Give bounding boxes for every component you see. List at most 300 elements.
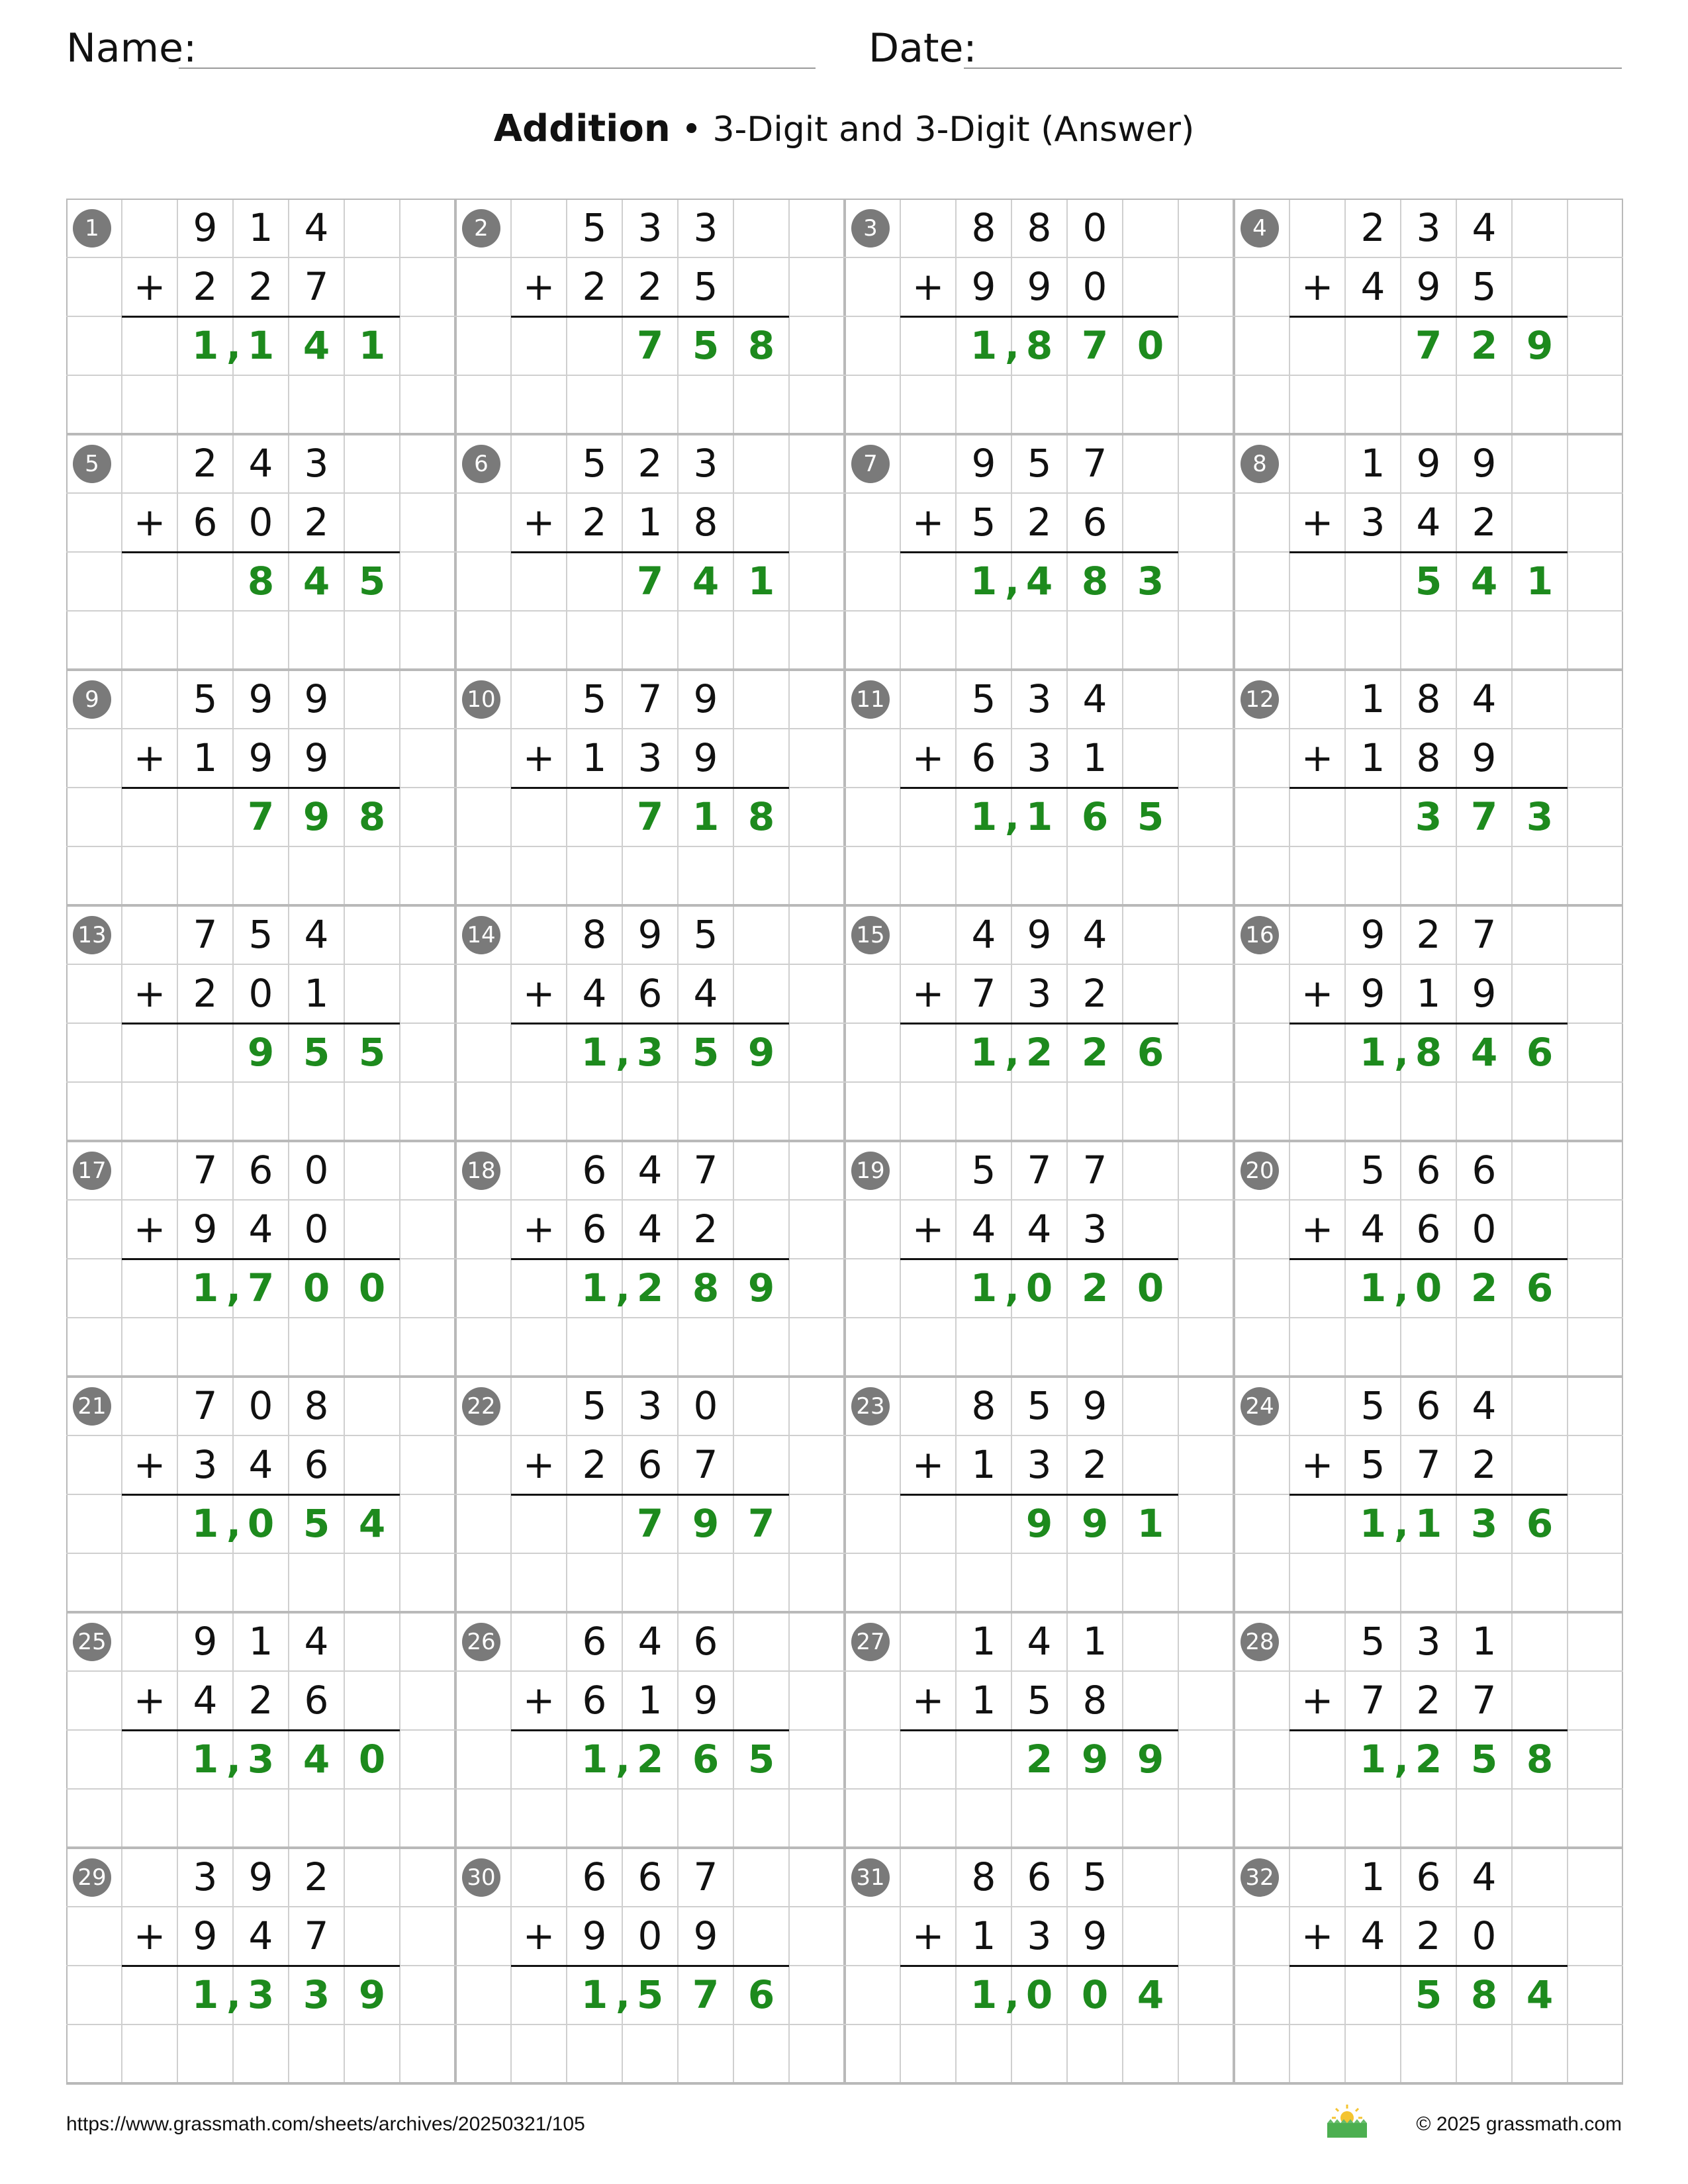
- problem-number-badge: 27: [851, 1623, 890, 1661]
- digit: 7: [1082, 1148, 1107, 1193]
- digit: 6: [692, 1737, 720, 1782]
- problem-number-badge: 11: [851, 680, 890, 719]
- digit: 9: [637, 912, 663, 957]
- digit: 6: [582, 1206, 607, 1251]
- digit: 2: [582, 1442, 607, 1487]
- digit: 8: [971, 1854, 996, 1899]
- digit: 7: [1472, 1678, 1497, 1723]
- digit: 9: [248, 676, 273, 721]
- answer-sum: [845, 552, 1178, 610]
- digit: 9: [747, 1030, 775, 1075]
- problem-number-badge: 30: [462, 1858, 500, 1897]
- digit: 6: [637, 1442, 663, 1487]
- digit: 5: [1360, 1442, 1385, 1487]
- digit: 9: [1416, 264, 1441, 309]
- digit: 1: [193, 735, 218, 780]
- digit: 9: [248, 735, 273, 780]
- digit: 1: [248, 1619, 273, 1664]
- problem-14: [455, 905, 845, 1141]
- addend-top: [956, 199, 1123, 257]
- digit: 6: [1472, 1148, 1497, 1193]
- digit: 6: [637, 1854, 663, 1899]
- digit: 7: [1081, 323, 1109, 368]
- addend-top: [177, 1848, 344, 1906]
- digit: 5: [1415, 1972, 1442, 2017]
- digit: 5: [693, 912, 718, 957]
- problem-28: [1234, 1612, 1623, 1848]
- digit: 6: [1027, 1854, 1052, 1899]
- digit: 9: [692, 1501, 720, 1546]
- thousands-comma: ,: [226, 323, 242, 368]
- digit: 5: [358, 559, 386, 604]
- digit: 1: [191, 323, 219, 368]
- digit: 6: [304, 1442, 329, 1487]
- title-main: Addition: [493, 107, 671, 150]
- addend-bottom: [956, 1907, 1123, 1965]
- digit: 2: [636, 1737, 664, 1782]
- digit: 4: [1082, 912, 1107, 957]
- name-field-line[interactable]: [179, 68, 816, 69]
- addend-bottom: [1345, 1671, 1512, 1729]
- addend-top: [567, 670, 733, 728]
- digit: 3: [1416, 205, 1441, 250]
- plus-sign: +: [522, 1206, 555, 1251]
- digit: 1: [970, 1030, 998, 1075]
- date-label: Date:: [868, 25, 977, 71]
- addend-bottom: [567, 493, 733, 551]
- digit: 4: [248, 441, 273, 486]
- digit: 2: [1082, 971, 1107, 1016]
- digit: 2: [1472, 500, 1497, 545]
- digit: 0: [1472, 1206, 1497, 1251]
- digit: 0: [1025, 1265, 1053, 1310]
- digit: 7: [636, 559, 664, 604]
- addend-top: [1345, 905, 1512, 964]
- problem-5: [66, 434, 455, 670]
- plus-sign: +: [522, 264, 555, 309]
- plus-sign: +: [522, 500, 555, 545]
- digit: 1: [581, 1030, 608, 1075]
- digit: 9: [193, 1619, 218, 1664]
- digit: 5: [1360, 1383, 1385, 1428]
- digit: 2: [1415, 1737, 1442, 1782]
- problem-1: [66, 199, 455, 434]
- digit: 3: [193, 1854, 218, 1899]
- plus-sign: +: [522, 971, 555, 1016]
- problem-number-badge: 26: [462, 1623, 500, 1661]
- plus-sign: +: [1301, 971, 1334, 1016]
- digit: 8: [1081, 559, 1109, 604]
- plus-sign: +: [133, 1913, 166, 1958]
- digit: 5: [1360, 1148, 1385, 1193]
- digit: 2: [1470, 1265, 1498, 1310]
- addend-top: [956, 1612, 1123, 1670]
- digit: 4: [971, 1206, 996, 1251]
- page-title: [0, 106, 1688, 153]
- problem-10: [455, 670, 845, 905]
- digit: 6: [248, 1148, 273, 1193]
- addend-bottom: [1345, 729, 1512, 787]
- digit: 2: [193, 441, 218, 486]
- problem-number-badge: 31: [851, 1858, 890, 1897]
- digit: 4: [248, 1913, 273, 1958]
- problem-number-badge: 22: [462, 1387, 500, 1426]
- problem-number-badge: 28: [1241, 1623, 1279, 1661]
- addend-bottom: [956, 1200, 1123, 1258]
- digit: 7: [1416, 1442, 1441, 1487]
- addend-bottom: [1345, 257, 1512, 316]
- digit: 1: [1360, 735, 1385, 780]
- digit: 2: [193, 971, 218, 1016]
- digit: 4: [1027, 1619, 1052, 1664]
- answer-sum: [845, 1259, 1178, 1317]
- digit: 3: [636, 1030, 664, 1075]
- problem-8: [1234, 434, 1623, 670]
- digit: 4: [1025, 559, 1053, 604]
- answer-sum: [1234, 1966, 1568, 2024]
- digit: 3: [1137, 559, 1164, 604]
- digit: 7: [747, 1501, 775, 1546]
- plus-sign: +: [912, 1678, 945, 1723]
- digit: 9: [303, 794, 330, 839]
- addend-top: [956, 905, 1123, 964]
- digit: 3: [193, 1442, 218, 1487]
- digit: 9: [247, 1030, 275, 1075]
- problem-29: [66, 1848, 455, 2083]
- problem-11: [845, 670, 1234, 905]
- digit: 1: [971, 1913, 996, 1958]
- digit: 2: [304, 500, 329, 545]
- digit: 8: [747, 323, 775, 368]
- digit: 9: [1137, 1737, 1164, 1782]
- digit: 7: [193, 1383, 218, 1428]
- title-subtitle: 3-Digit and 3-Digit (Answer): [712, 110, 1195, 150]
- digit: 1: [971, 1619, 996, 1664]
- problem-number-badge: 16: [1241, 916, 1279, 954]
- digit: 1: [1360, 676, 1385, 721]
- digit: 9: [1472, 971, 1497, 1016]
- digit: 9: [1027, 912, 1052, 957]
- digit: 1: [692, 794, 720, 839]
- addend-bottom: [1345, 493, 1512, 551]
- digit: 7: [304, 264, 329, 309]
- digit: 7: [1470, 794, 1498, 839]
- digit: 3: [1027, 1913, 1052, 1958]
- addend-top: [177, 434, 344, 492]
- plus-sign: +: [1301, 1678, 1334, 1723]
- digit: 6: [582, 1854, 607, 1899]
- digit: 4: [303, 1737, 330, 1782]
- digit: 6: [1526, 1030, 1554, 1075]
- digit: 3: [1027, 971, 1052, 1016]
- digit: 1: [1359, 1737, 1387, 1782]
- addend-top: [177, 1612, 344, 1670]
- digit: 5: [1470, 1737, 1498, 1782]
- digit: 0: [247, 1501, 275, 1546]
- digit: 1: [970, 1972, 998, 2017]
- footer-url[interactable]: https://www.grassmath.com/sheets/archives/20250321/105: [66, 2113, 585, 2135]
- digit: 8: [358, 794, 386, 839]
- digit: 6: [1137, 1030, 1164, 1075]
- problem-number-badge: 24: [1241, 1387, 1279, 1426]
- problem-number-badge: 18: [462, 1152, 500, 1190]
- problem-12: [1234, 670, 1623, 905]
- digit: 9: [971, 264, 996, 309]
- digit: 4: [1360, 1206, 1385, 1251]
- digit: 9: [693, 676, 718, 721]
- problem-number-badge: 21: [73, 1387, 111, 1426]
- digit: 7: [1472, 912, 1497, 957]
- digit: 0: [248, 971, 273, 1016]
- answer-sum: [66, 1494, 400, 1553]
- digit: 0: [1082, 205, 1107, 250]
- plus-sign: +: [133, 1678, 166, 1723]
- addend-bottom: [567, 1435, 733, 1494]
- digit: 6: [747, 1972, 775, 2017]
- addend-top: [1345, 434, 1512, 492]
- addend-top: [567, 1377, 733, 1435]
- digit: 9: [248, 1854, 273, 1899]
- addend-bottom: [1345, 1200, 1512, 1258]
- digit: 9: [1472, 735, 1497, 780]
- digit: 7: [636, 794, 664, 839]
- thousands-comma: ,: [616, 1737, 631, 1782]
- digit: 4: [303, 559, 330, 604]
- digit: 9: [1472, 441, 1497, 486]
- digit: 2: [582, 500, 607, 545]
- digit: 9: [304, 735, 329, 780]
- thousands-comma: ,: [1005, 1265, 1020, 1310]
- digit: 6: [1526, 1265, 1554, 1310]
- digit: 1: [191, 1265, 219, 1310]
- addend-bottom: [177, 964, 344, 1023]
- digit: 6: [193, 500, 218, 545]
- digit: 4: [1472, 676, 1497, 721]
- digit: 3: [637, 735, 663, 780]
- answer-sum: [66, 316, 400, 375]
- digit: 5: [692, 323, 720, 368]
- addend-top: [567, 1612, 733, 1670]
- digit: 6: [1416, 1383, 1441, 1428]
- digit: 9: [747, 1265, 775, 1310]
- answer-sum: [66, 1259, 400, 1317]
- digit: 6: [304, 1678, 329, 1723]
- plus-sign: +: [522, 1442, 555, 1487]
- answer-sum: [845, 1494, 1178, 1553]
- digit: 7: [304, 1913, 329, 1958]
- digit: 3: [1416, 1619, 1441, 1664]
- answer-sum: [66, 1730, 400, 1788]
- digit: 5: [1137, 794, 1164, 839]
- digit: 9: [1025, 1501, 1053, 1546]
- problem-number-badge: 3: [851, 209, 890, 248]
- addend-top: [177, 1141, 344, 1199]
- addend-bottom: [1345, 964, 1512, 1023]
- problem-number-badge: 25: [73, 1623, 111, 1661]
- digit: 4: [304, 205, 329, 250]
- problem-number-badge: 15: [851, 916, 890, 954]
- addend-bottom: [567, 257, 733, 316]
- answer-sum: [1234, 1023, 1568, 1081]
- digit: 5: [358, 1030, 386, 1075]
- answer-sum: [66, 788, 400, 846]
- digit: 3: [693, 441, 718, 486]
- problem-13: [66, 905, 455, 1141]
- digit: 3: [1360, 500, 1385, 545]
- digit: 1: [970, 794, 998, 839]
- answer-sum: [845, 1730, 1178, 1788]
- answer-sum: [1234, 316, 1568, 375]
- problem-number-badge: 14: [462, 916, 500, 954]
- problem-26: [455, 1612, 845, 1848]
- digit: 6: [582, 1619, 607, 1664]
- plus-sign: +: [133, 1442, 166, 1487]
- digit: 6: [582, 1678, 607, 1723]
- digit: 0: [304, 1148, 329, 1193]
- digit: 9: [193, 1913, 218, 1958]
- digit: 7: [1027, 1148, 1052, 1193]
- digit: 0: [304, 1206, 329, 1251]
- digit: 7: [693, 1148, 718, 1193]
- problem-30: [455, 1848, 845, 2083]
- thousands-comma: ,: [1005, 559, 1020, 604]
- digit: 4: [304, 912, 329, 957]
- digit: 8: [693, 500, 718, 545]
- addend-top: [177, 1377, 344, 1435]
- answer-sum: [455, 1259, 789, 1317]
- addend-top: [567, 199, 733, 257]
- addend-bottom: [956, 729, 1123, 787]
- digit: 8: [1526, 1737, 1554, 1782]
- digit: 5: [636, 1972, 664, 2017]
- plus-sign: +: [912, 1913, 945, 1958]
- addend-top: [1345, 1141, 1512, 1199]
- digit: 4: [637, 1206, 663, 1251]
- digit: 1: [1416, 971, 1441, 1016]
- digit: 5: [693, 264, 718, 309]
- addend-top: [567, 1848, 733, 1906]
- digit: 2: [1470, 323, 1498, 368]
- digit: 1: [1082, 735, 1107, 780]
- digit: 6: [1082, 500, 1107, 545]
- digit: 1: [247, 323, 275, 368]
- digit: 5: [971, 1148, 996, 1193]
- digit: 5: [582, 205, 607, 250]
- digit: 9: [1416, 441, 1441, 486]
- thousands-comma: ,: [1005, 794, 1020, 839]
- digit: 1: [1359, 1501, 1387, 1546]
- digit: 1: [1137, 1501, 1164, 1546]
- digit: 0: [1137, 1265, 1164, 1310]
- digit: 4: [1472, 1854, 1497, 1899]
- thousands-comma: ,: [616, 1265, 631, 1310]
- digit: 8: [747, 794, 775, 839]
- digit: 0: [303, 1265, 330, 1310]
- digit: 3: [637, 1383, 663, 1428]
- digit: 3: [1082, 1206, 1107, 1251]
- digit: 4: [1360, 1913, 1385, 1958]
- digit: 4: [1082, 676, 1107, 721]
- digit: 7: [636, 1501, 664, 1546]
- digit: 4: [1472, 205, 1497, 250]
- addend-top: [177, 670, 344, 728]
- digit: 4: [1472, 1383, 1497, 1428]
- digit: 3: [1470, 1501, 1498, 1546]
- problem-number-badge: 13: [73, 916, 111, 954]
- digit: 3: [247, 1737, 275, 1782]
- digit: 3: [1027, 735, 1052, 780]
- problem-number-badge: 2: [462, 209, 500, 248]
- digit: 8: [1416, 735, 1441, 780]
- digit: 2: [637, 264, 663, 309]
- digit: 9: [304, 676, 329, 721]
- problem-18: [455, 1141, 845, 1377]
- digit: 3: [1027, 676, 1052, 721]
- digit: 5: [692, 1030, 720, 1075]
- answer-sum: [455, 788, 789, 846]
- digit: 1: [1082, 1619, 1107, 1664]
- digit: 4: [1027, 1206, 1052, 1251]
- digit: 4: [1416, 500, 1441, 545]
- digit: 2: [304, 1854, 329, 1899]
- plus-sign: +: [912, 1206, 945, 1251]
- digit: 4: [248, 1206, 273, 1251]
- problem-20: [1234, 1141, 1623, 1377]
- addend-bottom: [177, 1671, 344, 1729]
- addend-top: [956, 1377, 1123, 1435]
- digit: 3: [304, 441, 329, 486]
- digit: 0: [1415, 1265, 1442, 1310]
- digit: 8: [582, 912, 607, 957]
- digit: 3: [1415, 794, 1442, 839]
- digit: 9: [693, 1678, 718, 1723]
- digit: 5: [303, 1501, 330, 1546]
- problem-31: [845, 1848, 1234, 2083]
- plus-sign: +: [1301, 1442, 1334, 1487]
- problem-6: [455, 434, 845, 670]
- digit: 8: [247, 559, 275, 604]
- addend-bottom: [1345, 1435, 1512, 1494]
- addend-bottom: [177, 493, 344, 551]
- digit: 1: [970, 1265, 998, 1310]
- thousands-comma: ,: [226, 1501, 242, 1546]
- digit: 4: [358, 1501, 386, 1546]
- digit: 2: [1416, 912, 1441, 957]
- digit: 4: [1526, 1972, 1554, 2017]
- digit: 9: [1360, 971, 1385, 1016]
- date-field-line[interactable]: [964, 68, 1622, 69]
- digit: 1: [248, 205, 273, 250]
- thousands-comma: ,: [1005, 1972, 1020, 2017]
- digit: 8: [304, 1383, 329, 1428]
- digit: 0: [1081, 1972, 1109, 2017]
- digit: 7: [247, 794, 275, 839]
- answer-sum: [455, 316, 789, 375]
- thousands-comma: ,: [1394, 1265, 1409, 1310]
- digit: 9: [1082, 1913, 1107, 1958]
- digit: 5: [303, 1030, 330, 1075]
- digit: 0: [1082, 264, 1107, 309]
- digit: 0: [1137, 323, 1164, 368]
- digit: 1: [191, 1737, 219, 1782]
- plus-sign: +: [912, 500, 945, 545]
- answer-sum: [66, 1966, 400, 2024]
- digit: 8: [692, 1265, 720, 1310]
- problem-number-badge: 17: [73, 1152, 111, 1190]
- plus-sign: +: [1301, 264, 1334, 309]
- digit: 4: [248, 1442, 273, 1487]
- addend-bottom: [567, 1200, 733, 1258]
